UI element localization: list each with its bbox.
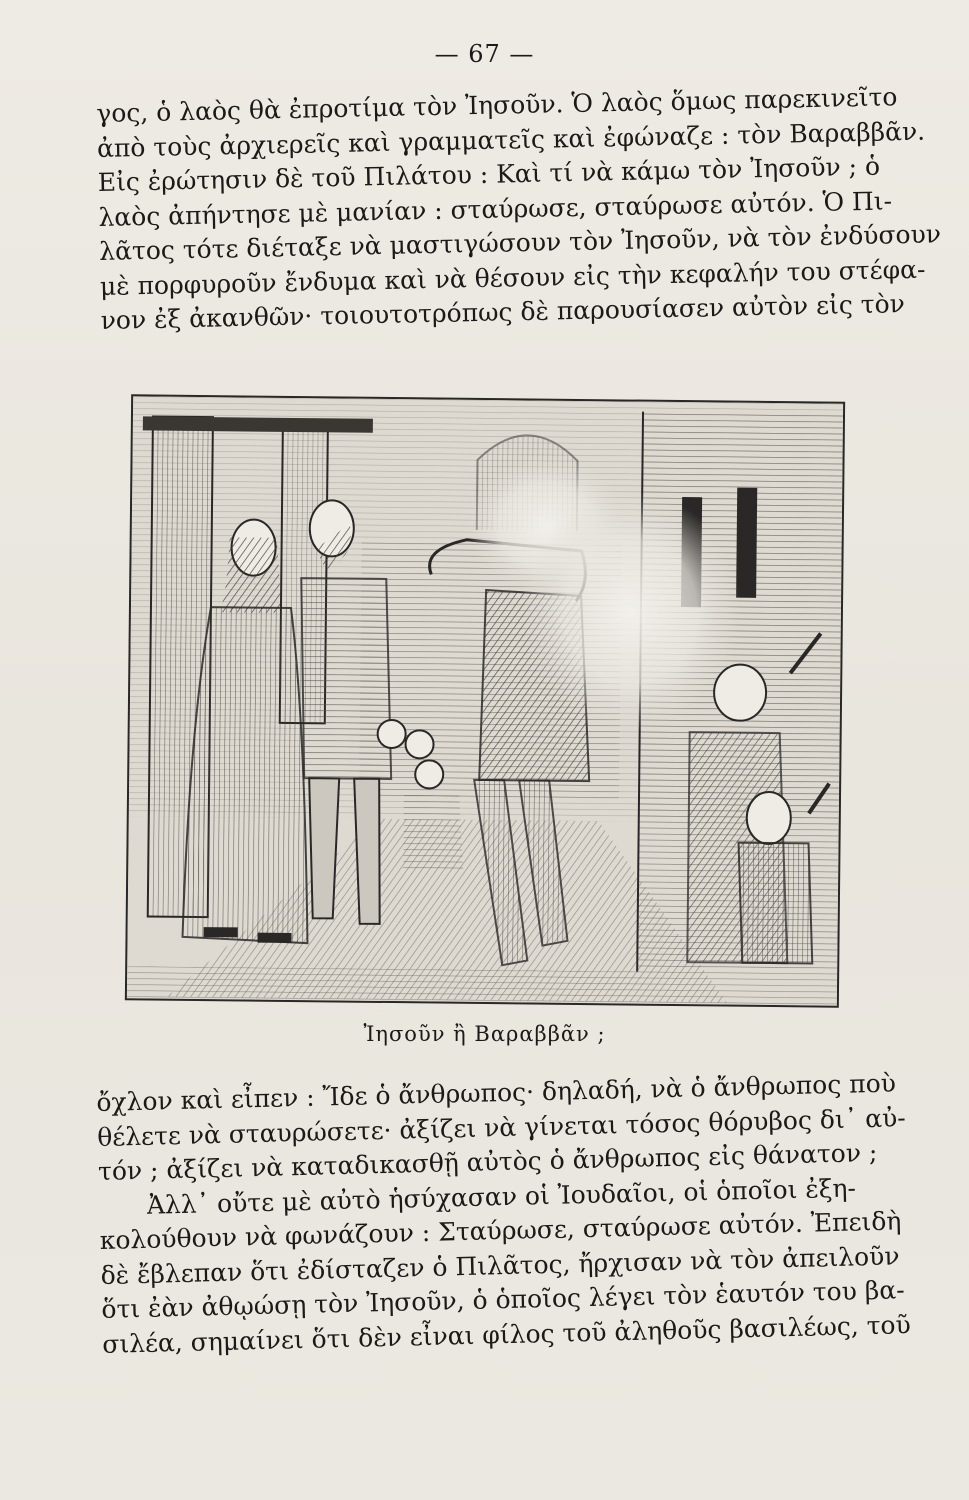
text-line: κολούθουν νὰ φωνάζουν : Σταύρωσε, σταύρωσε αὐτόν. Ἐπειδὴ xyxy=(99,1206,902,1255)
paragraph-top xyxy=(96,80,942,338)
text-line: γος, ὁ λαὸς θὰ ἐπροτίμα τὸν Ἰησοῦν. Ὁ λαὸς ὅμως παρεκινεῖτο xyxy=(96,82,898,128)
figure-caption: Ἰησοῦν ἢ Βαραββᾶν ; xyxy=(363,1022,606,1046)
text-line: νον ἐξ ἀκανθῶν· τοιουτοτρόπως δὲ παρουσίασεν αὐτὸν εἰς τὸν xyxy=(100,289,906,335)
text-line: θέλετε νὰ σταυρώσετε· ἀξίζει νὰ γίνεται τόσος θόρυβος δι᾽ αὐ- xyxy=(96,1102,906,1152)
engraving-drawing xyxy=(127,396,843,1005)
engraving-illustration xyxy=(125,394,845,1007)
text-line: λαὸς ἀπήντησε μὲ μανίαν : σταύρωσε, σταύρωσε αὐτόν. Ὁ Πι- xyxy=(98,185,893,232)
page-number: — 67 — xyxy=(434,40,535,68)
text-line: Ἀλλ᾽ οὔτε μὲ αὐτὸ ἡσύχασαν οἱ Ἰουδαῖοι, οἱ ὁποῖοι ἐξη- xyxy=(146,1172,857,1220)
paragraph-bottom xyxy=(96,1066,912,1361)
text-line: Εἰς ἐρώτησιν δὲ τοῦ Πιλάτου : Καὶ τί νὰ κάμω τὸν Ἰησοῦν ; ὁ xyxy=(97,151,881,197)
text-line: ἀπὸ τοὺς ἀρχιερεῖς καὶ γραμματεῖς καὶ ἐφώναζε : τὸν Βαραββᾶν. xyxy=(96,116,926,163)
text-line: λᾶτος τότε διέταξε νὰ μαστιγώσουν τὸν Ἰησοῦν, νὰ τὸν ἐνδύσουν xyxy=(98,219,942,266)
text-line: δὲ ἔβλεπαν ὅτι ἐδίσταζεν ὁ Πιλᾶτος, ἤρχισαν νὰ τὸν ἀπειλοῦν xyxy=(100,1240,900,1290)
text-line: μὲ πορφυροῦν ἔνδυμα καὶ νὰ θέσουν εἰς τὴν κεφαλήν του στέφα- xyxy=(99,254,926,301)
text-line: τόν ; ἀξίζει νὰ καταδικασθῇ αὐτὸς ὁ ἄνθρωπος εἰς θάνατον ; xyxy=(97,1137,878,1186)
text-line: ὅτι ἐὰν ἀθῳώσῃ τὸν Ἰησοῦν, ὁ ὁποῖος λέγει τὸν ἑαυτόν του βα- xyxy=(101,1275,905,1324)
text-line: ὄχλον καὶ εἶπεν : Ἴδε ὁ ἄνθρωπος· δηλαδή, νὰ ὁ ἄνθρωπος ποὺ xyxy=(96,1068,897,1117)
text-line: σιλέα, σημαίνει ὅτι δὲν εἶναι φίλος τοῦ ἀληθοῦς βασιλέως, τοῦ xyxy=(101,1309,912,1359)
